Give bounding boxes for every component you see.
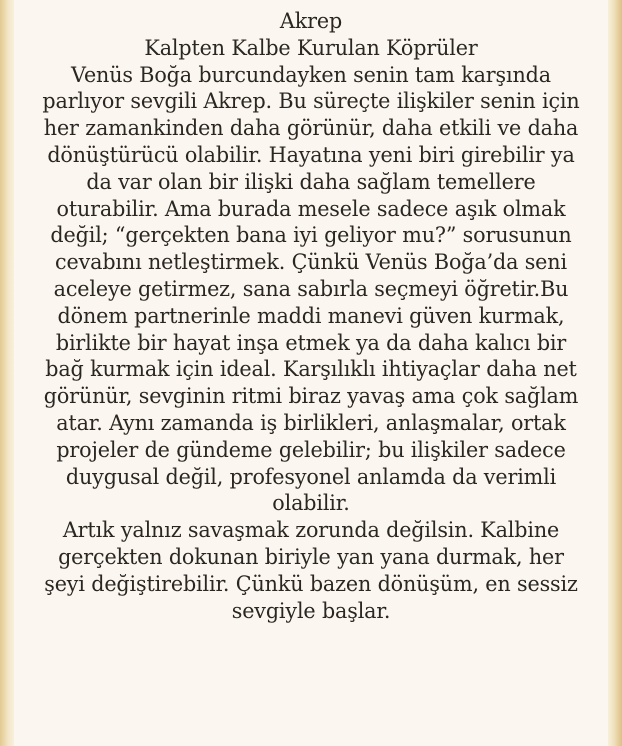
paper-sheet [14,0,608,746]
text-line: da var olan bir ilişki daha sağlam temellere [86,168,536,194]
text-line: aceleye getirmez, sana sabırla seçmeyi öğretir.Bu [53,275,569,301]
text-line: parlıyor sevgili Akrep. Bu süreçte ilişkiler senin için [42,88,580,114]
text-line: Artık yalnız savaşmak zorunda değilsin. Kalbine [62,517,560,543]
text-line: görünür, sevginin ritmi biraz yavaş ama çok sağlam [43,383,579,409]
text-line: atar. Aynı zamanda iş birlikleri, anlaşmalar, ortak [56,409,566,435]
text-line: olabilir. [272,490,350,516]
paragraph-1 [14,62,608,518]
text-line: cevabını netleştirmek. Çünkü Venüs Boğa’da seni [55,249,567,275]
text-line: dönüştürücü olabilir. Hayatına yeni biri girebilir ya [47,141,575,167]
text-line: duygusal değil, profesyonel anlamda da verimli [65,463,557,489]
text-line: bağ kurmak için ideal. Karşılıklı ihtiyaçlar daha net [45,356,577,382]
text-line: oturabilir. Ama burada mesele sadece aşık olmak [56,195,566,221]
gold-border-right [608,0,622,746]
gold-border-left [0,0,14,746]
text-line: dönem partnerinle maddi manevi güven kurmak, [57,302,565,328]
document-subtitle: Kalpten Kalbe Kurulan Köprüler [144,34,478,60]
text-content [14,8,608,624]
text-line: Venüs Boğa burcundayken senin tam karşında [71,61,551,87]
text-line: değil; “gerçekten bana iyi geliyor mu?” sorusunun [50,222,572,248]
text-line: birlikte bir hayat inşa etmek ya da daha kalıcı bir [55,329,567,355]
text-line: şeyi değiştirebilir. Çünkü bazen dönüşüm, en sessiz [44,570,578,596]
text-line: projeler de gündeme gelebilir; bu ilişkiler sadece [56,436,566,462]
paragraph-2 [14,517,608,624]
text-line: sevgiyle başlar. [231,597,391,623]
text-line: her zamankinden daha görünür, daha etkili ve daha [43,115,579,141]
document-title: Akrep [279,8,343,33]
text-line: gerçekten dokunan biriyle yan yana durmak, her [58,543,564,569]
